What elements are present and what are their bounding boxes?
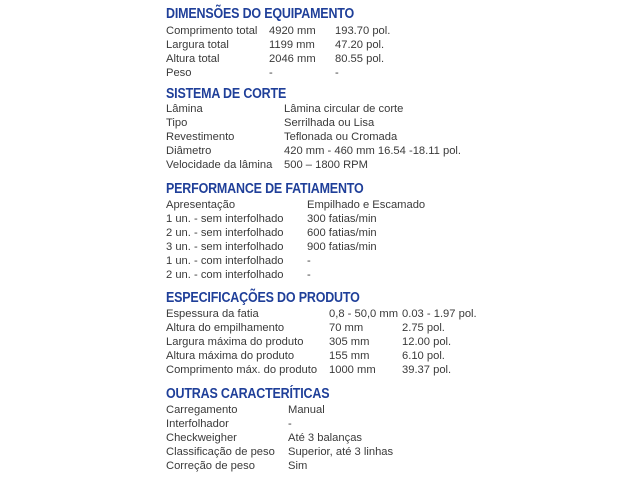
section-title: SISTEMA DE CORTE	[166, 86, 287, 102]
spec-label: 2 un. - sem interfolhado	[166, 227, 284, 239]
spec-label: Velocidade da lâmina	[166, 159, 273, 171]
spec-label: Comprimento máx. do produto	[166, 364, 318, 376]
spec-value-imperial: 12.00 pol.	[402, 336, 452, 348]
spec-value: Até 3 balanças	[288, 432, 363, 444]
spec-value-metric: 70 mm	[329, 322, 364, 334]
section-title: DIMENSÕES DO EQUIPAMENTO	[166, 6, 355, 22]
spec-value: Lâmina circular de corte	[284, 103, 404, 115]
spec-value: -	[288, 418, 292, 430]
spec-value-imperial: 39.37 pol.	[402, 364, 452, 376]
spec-label: Classificação de peso	[166, 446, 275, 458]
spec-label: Correção de peso	[166, 460, 255, 472]
spec-value-imperial: 80.55 pol.	[335, 53, 385, 65]
spec-value: -	[307, 255, 311, 267]
spec-value-imperial: 47.20 pol.	[335, 39, 385, 51]
spec-label: Checkweigher	[166, 432, 237, 444]
spec-value-metric: 1000 mm	[329, 364, 376, 376]
spec-label: Espessura da fatia	[166, 308, 259, 320]
spec-label: Comprimento total	[166, 25, 258, 37]
spec-label: Largura máxima do produto	[166, 336, 304, 348]
section-title: OUTRAS CARACTERÍTICAS	[166, 386, 330, 402]
spec-value-metric: 305 mm	[329, 336, 370, 348]
spec-value: Superior, até 3 linhas	[288, 446, 394, 458]
spec-value: Empilhado e Escamado	[307, 199, 426, 211]
spec-label: Revestimento	[166, 131, 235, 143]
spec-value: -	[307, 269, 311, 281]
spec-value-imperial: 0.03 - 1.97 pol.	[402, 308, 477, 320]
section-title: ESPECIFICAÇÕES DO PRODUTO	[166, 290, 360, 306]
spec-value-imperial: 2.75 pol.	[402, 322, 445, 334]
spec-label: Peso	[166, 67, 192, 79]
spec-label: 2 un. - com interfolhado	[166, 269, 284, 281]
spec-label: 1 un. - sem interfolhado	[166, 213, 284, 225]
spec-label: Altura total	[166, 53, 220, 65]
spec-value-imperial: 6.10 pol.	[402, 350, 445, 362]
spec-label: Apresentação	[166, 199, 236, 211]
spec-value-metric: 0,8 - 50,0 mm	[329, 308, 399, 320]
spec-value: 900 fatias/min	[307, 241, 377, 253]
spec-label: Largura total	[166, 39, 229, 51]
spec-label: Carregamento	[166, 404, 238, 416]
spec-value-imperial: 193.70 pol.	[335, 25, 391, 37]
spec-value-metric: -	[269, 67, 273, 79]
section-title: PERFORMANCE DE FATIAMENTO	[166, 181, 364, 197]
spec-value: 600 fatias/min	[307, 227, 377, 239]
spec-value: Sim	[288, 460, 308, 472]
spec-value: 300 fatias/min	[307, 213, 377, 225]
spec-value-metric: 2046 mm	[269, 53, 316, 65]
spec-label: Tipo	[166, 117, 188, 129]
spec-label: Lâmina	[166, 103, 203, 115]
spec-value: 500 – 1800 RPM	[284, 159, 368, 171]
spec-label: 3 un. - sem interfolhado	[166, 241, 284, 253]
spec-value-imperial: -	[335, 67, 339, 79]
spec-value: Serrilhada ou Lisa	[284, 117, 375, 129]
spec-label: Interfolhador	[166, 418, 229, 430]
spec-label: Altura máxima do produto	[166, 350, 295, 362]
spec-value-metric: 155 mm	[329, 350, 370, 362]
spec-value-metric: 4920 mm	[269, 25, 316, 37]
spec-value: 420 mm - 460 mm 16.54 -18.11 pol.	[284, 145, 462, 157]
spec-value-metric: 1199 mm	[269, 39, 315, 51]
spec-label: 1 un. - com interfolhado	[166, 255, 284, 267]
spec-label: Diâmetro	[166, 145, 212, 157]
spec-value: Manual	[288, 404, 325, 416]
spec-value: Teflonada ou Cromada	[284, 131, 398, 143]
spec-label: Altura do empilhamento	[166, 322, 285, 334]
